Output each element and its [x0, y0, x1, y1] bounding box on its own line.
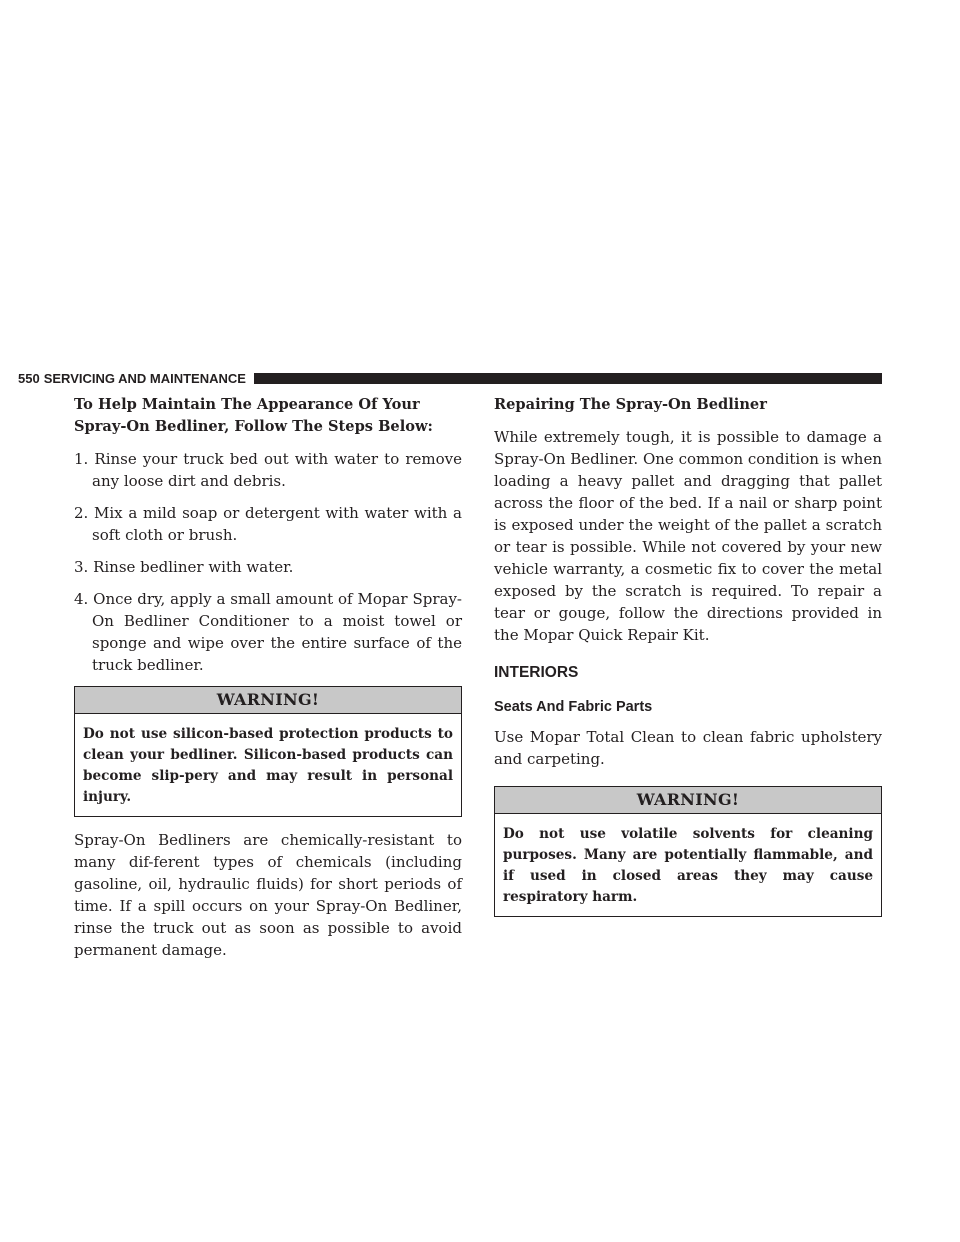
repair-heading: Repairing The Spray-On Bedliner — [494, 396, 767, 413]
warning-box — [494, 786, 882, 917]
maintenance-heading: To Help Maintain The Appearance Of Your Spray-On Bedliner, Follow The Steps Below: — [74, 396, 433, 435]
warning-box — [74, 686, 462, 817]
page-number: 550 — [18, 370, 40, 386]
interiors-heading: INTERIORS — [494, 664, 579, 681]
warning-title: WARNING! — [495, 787, 881, 814]
steps-list — [74, 448, 462, 676]
repair-paragraph: While extremely tough, it is possible to damage a Spray-On Bedliner. One common condition is when loading a heavy pallet and dragging that pallet across the floor of the bed. If a nail or sharp point is exposed under the weight of the pallet a scratch or tear is possible. While not covered by your new vehicle warranty, a cosmetic fix to cover the metal exposed by the scratch is required. To repair a tear or gouge, follow the directions provided in the Mopar Quick Repair Kit. — [494, 428, 882, 644]
warning-title: WARNING! — [75, 687, 461, 714]
chemical-resistance-paragraph: Spray-On Bedliners are chemically-resistant to many dif-ferent types of chemicals (including gasoline, oil, hydraulic fluids) for short periods of time. If a spill occurs on your Spray-On Bedliner, rinse the truck out as soon as possible to avoid permanent damage. — [74, 831, 462, 959]
right-column — [494, 394, 882, 929]
list-item: 4. Once dry, apply a small amount of Mopar Spray-On Bedliner Conditioner to a moist towel or sponge and wipe over the entire surface of the truck bedliner. — [74, 590, 462, 674]
header-rule — [254, 373, 882, 384]
section-title: SERVICING AND MAINTENANCE — [43, 370, 246, 386]
list-item: 2. Mix a mild soap or detergent with water with a soft cloth or brush. — [74, 504, 462, 544]
seats-heading: Seats And Fabric Parts — [494, 699, 653, 715]
left-column — [74, 394, 462, 961]
list-item: 3. Rinse bedliner with water. — [74, 558, 294, 576]
seats-paragraph: Use Mopar Total Clean to clean fabric upholstery and carpeting. — [494, 728, 882, 768]
page-header — [18, 370, 882, 386]
list-item: 1. Rinse your truck bed out with water to remove any loose dirt and debris. — [74, 450, 462, 490]
warning-text: Do not use silicon-based protection products to clean your bedliner. Silicon-based products can become slip-pery and may result in personal injury. — [83, 726, 453, 805]
warning-text: Do not use volatile solvents for cleaning purposes. Many are potentially flammable, and if used in closed areas they may cause respiratory harm. — [503, 826, 873, 905]
